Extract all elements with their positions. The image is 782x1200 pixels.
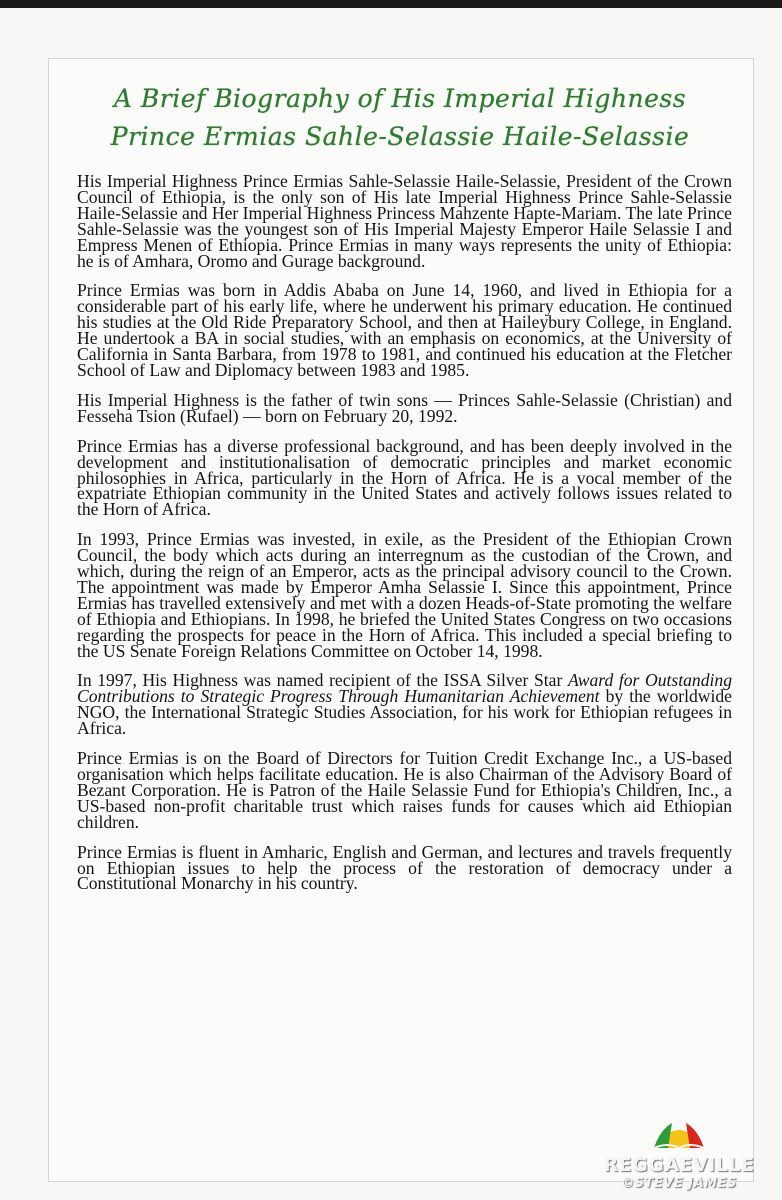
biography-title [60,80,740,156]
paragraph-parentage: His Imperial Highness Prince Ermias Sahle-Selassie Haile-Selassie, President of the Crown Council of Ethiopia, is the only son of His late Imperial Highness Prince Sahle-Selassie Haile-Selassie and Her Imperial Highness Princess Mahzente Hapte-Mariam. The late Prince Sahle-Selassie was the youngest son of His Imperial Majesty Emperor Haile Selassie I and Empress Menen of Ethiopia. Prince Ermias in many ways represents the unity of Ethiopia: he is of Amhara, Oromo and Gurage background. [77,171,732,271]
title-line-1: A Brief Biography of His Imperial Highness [113,84,687,113]
award-text-after: by the worldwide NGO, the International Strategic Studies Association, for his work for Ethiopian refugees in Africa. [77,686,732,739]
watermark-brand: REGGAEVILLE [603,1154,755,1176]
reggaeville-watermark [594,1118,764,1196]
paragraph-crown-council: In 1993, Prince Ermias was invested, in exile, as the President of the Ethiopian Crown Council, the body which acts during an interregnum as the custodian of the Crown, and which, during the reign of an Emperor, acts as the principal advisory council to the Crown. The appointment was made by Emperor Amha Selassie I. Since this appointment, Prince Ermias has travelled extensively and met with a dozen Heads-of-State promoting the welfare of Ethiopia and Ethiopians. In 1998, he briefed the United States Congress on two occasions regarding the prospects for peace in the Horn of Africa. This included a special briefing to the US Senate Foreign Relations Committee on October 14, 1998. [77,529,732,661]
paragraph-boards: Prince Ermias is on the Board of Directors for Tuition Credit Exchange Inc., a US-based organisation which helps facilitate education. He is also Chairman of the Advisory Board of Bezant Corporation. He is Patron of the Haile Selassie Fund for Ethiopia's Children, Inc., a US-based non-profit charitable trust which raises funds for causes which aid Ethiopian children. [77,748,732,832]
award-name: Award for Outstanding Contributions to Strategic Progress Through Humanitarian Achievement [77,670,732,707]
scan-top-edge [0,0,782,8]
paragraph-professional: Prince Ermias has a diverse professional background, and has been deeply involved in the development and institutionalisation of democratic principles and market economic philosophies in Africa, particularly in the Horn of Africa. He is a vocal member of the expatriate Ethiopian community in the United States and actively follows issues related to the Horn of Africa. [77,435,732,520]
title-line-2: Prince Ermias Sahle-Selassie Haile-Selassie [110,122,690,151]
umbrella-logo-icon [650,1118,708,1154]
paragraph-award [77,670,732,739]
watermark-credit: ©STEVE JAMES [621,1176,737,1191]
award-text-before: In 1997, His Highness was named recipient of the ISSA Silver Star [77,670,568,691]
biography-body [77,171,732,906]
paragraph-children: His Imperial Highness is the father of twin sons — Princes Sahle-Selassie (Christian) and Fesseha Tsion (Rufael) — born on February 20, 1992. [77,389,732,426]
paragraph-education: Prince Ermias was born in Addis Ababa on June 14, 1960, and lived in Ethiopia for a considerable part of his early life, where he underwent his primary education. He continued his studies at the Old Ride Preparatory School, and then at Haileybury College, in England. He undertook a BA in social studies, with an emphasis on economics, at the University of California in Santa Barbara, from 1978 to 1981, and continued his education at the Fletcher School of Law and Diplomacy between 1983 and 1985. [77,280,732,380]
paragraph-languages: Prince Ermias is fluent in Amharic, English and German, and lectures and travels frequently on Ethiopian issues to help the process of the restoration of democracy under a Constitutional Monarchy in his country. [77,841,732,894]
